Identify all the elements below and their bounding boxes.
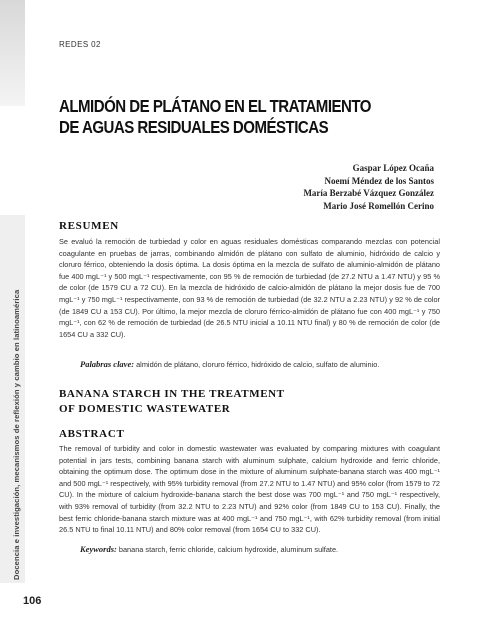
keywords-label: Keywords:: [80, 544, 117, 554]
author-name: María Berzabé Vázquez González: [303, 188, 434, 199]
abstract-keywords: [80, 544, 440, 555]
english-title: [59, 387, 285, 417]
header-tab-decoration: [0, 0, 25, 106]
author-name: Gaspar López Ocaña: [352, 163, 434, 173]
english-title-line-1: BANANA STARCH IN THE TREATMENT: [59, 388, 285, 400]
running-head: REDES 02: [59, 40, 101, 49]
author-list: [303, 162, 434, 212]
page-number: 106: [23, 595, 42, 607]
abstract-text: The removal of turbidity and color in domestic wastewater was evaluated by comparing mixtures with coagulant potential in jars tests, combining banana starch with aluminum sulphate, calcium hydroxide and ferric chloride, obtaining the optimum dose. The optimum dose in the mixture of aluminum sulphate-banana starch was 400 mgL⁻¹ and 500 mgL⁻¹ respectively, with 95% turbidity removal (from 27.2 NTU to 1.47 NTU) and 95% color (from 1579 to 72 CU). In the mixture of calcium hydroxide-banana starch the best dose was 700 mgL⁻¹ and 750 mgL⁻¹ respectively, with 93% removal of turbidity (from 32.2 NTU to 2.23 NTU) and 92% color (from 1849 CU to 153 CU). Finally, the best ferric chloride-banana starch mixture was at 400 mgL⁻¹ and 750 mgL⁻¹, with 62% turbidity removal (from initial 26.5 NTU to final 10.11 NTU) and 80% color removal (from 1654 CU to 332 CU).: [59, 444, 440, 535]
author-name: Noemí Méndez de los Santos: [324, 175, 434, 186]
article-title-line-2: DE AGUAS RESIDUALES DOMÉSTICAS: [59, 117, 329, 137]
journal-side-text: Docencia e investigación, mecanismos de reflexión y cambio en latinoamérica: [12, 289, 21, 580]
resumen-text: Se evaluó la remoción de turbiedad y color en aguas residuales domésticas comparando mezclas con potencial coagulante en pruebas de jarras, combinando almidón de plátano con sulfato de aluminio, hidróxido de calcio y cloruro férrico, obteniendo la dosis óptima. La dosis óptima en la mezcla de sulfato de aluminio-almidón de plátano fue 400 mgL⁻¹ y 500 mgL⁻¹ respectivamente, con 95 % de remoción de turbiedad (de 27.2 NTU a 1.47 NTU) y 95 % de color (de 1579 CU a 72 CU). En la mezcla de hidróxido de calcio-almidón de plátano la mejor dosis fue de 700 mgL⁻¹ y 750 mgL⁻¹ respectivamente, con 93 % de remoción de turbiedad (de 32.2 NTU a 2.23 NTU) y 92 % de color (de 1849 CU a 153 CU). Por último, la mejor mezcla de cloruro férrico-almidón de plátano fue con 400 mgL⁻¹ y 750 mgL⁻¹, con 62 % de remoción de turbiedad (de 26.5 NTU inicial a 10.11 NTU final) y 80 % de remoción de color (de 1654 CU a 332 CU).: [59, 237, 440, 339]
keywords-label: Palabras clave:: [80, 359, 135, 369]
resumen-keywords: [80, 359, 440, 370]
article-title-line-1: ALMIDÓN DE PLÁTANO EN EL TRATAMIENTO: [59, 96, 371, 116]
article-title: [59, 96, 386, 138]
english-title-line-2: OF DOMESTIC WASTEWATER: [59, 403, 231, 415]
resumen-heading: RESUMEN: [59, 220, 119, 232]
keywords-list: banana starch, ferric chloride, calcium hydroxide, aluminum sulfate.: [116, 545, 339, 554]
keywords-list: almidón de plátano, cloruro férrico, hidróxido de calcio, sulfato de aluminio.: [134, 360, 380, 369]
abstract-heading: ABSTRACT: [59, 428, 125, 440]
author-name: Mario José Romellón Cerino: [323, 200, 434, 211]
